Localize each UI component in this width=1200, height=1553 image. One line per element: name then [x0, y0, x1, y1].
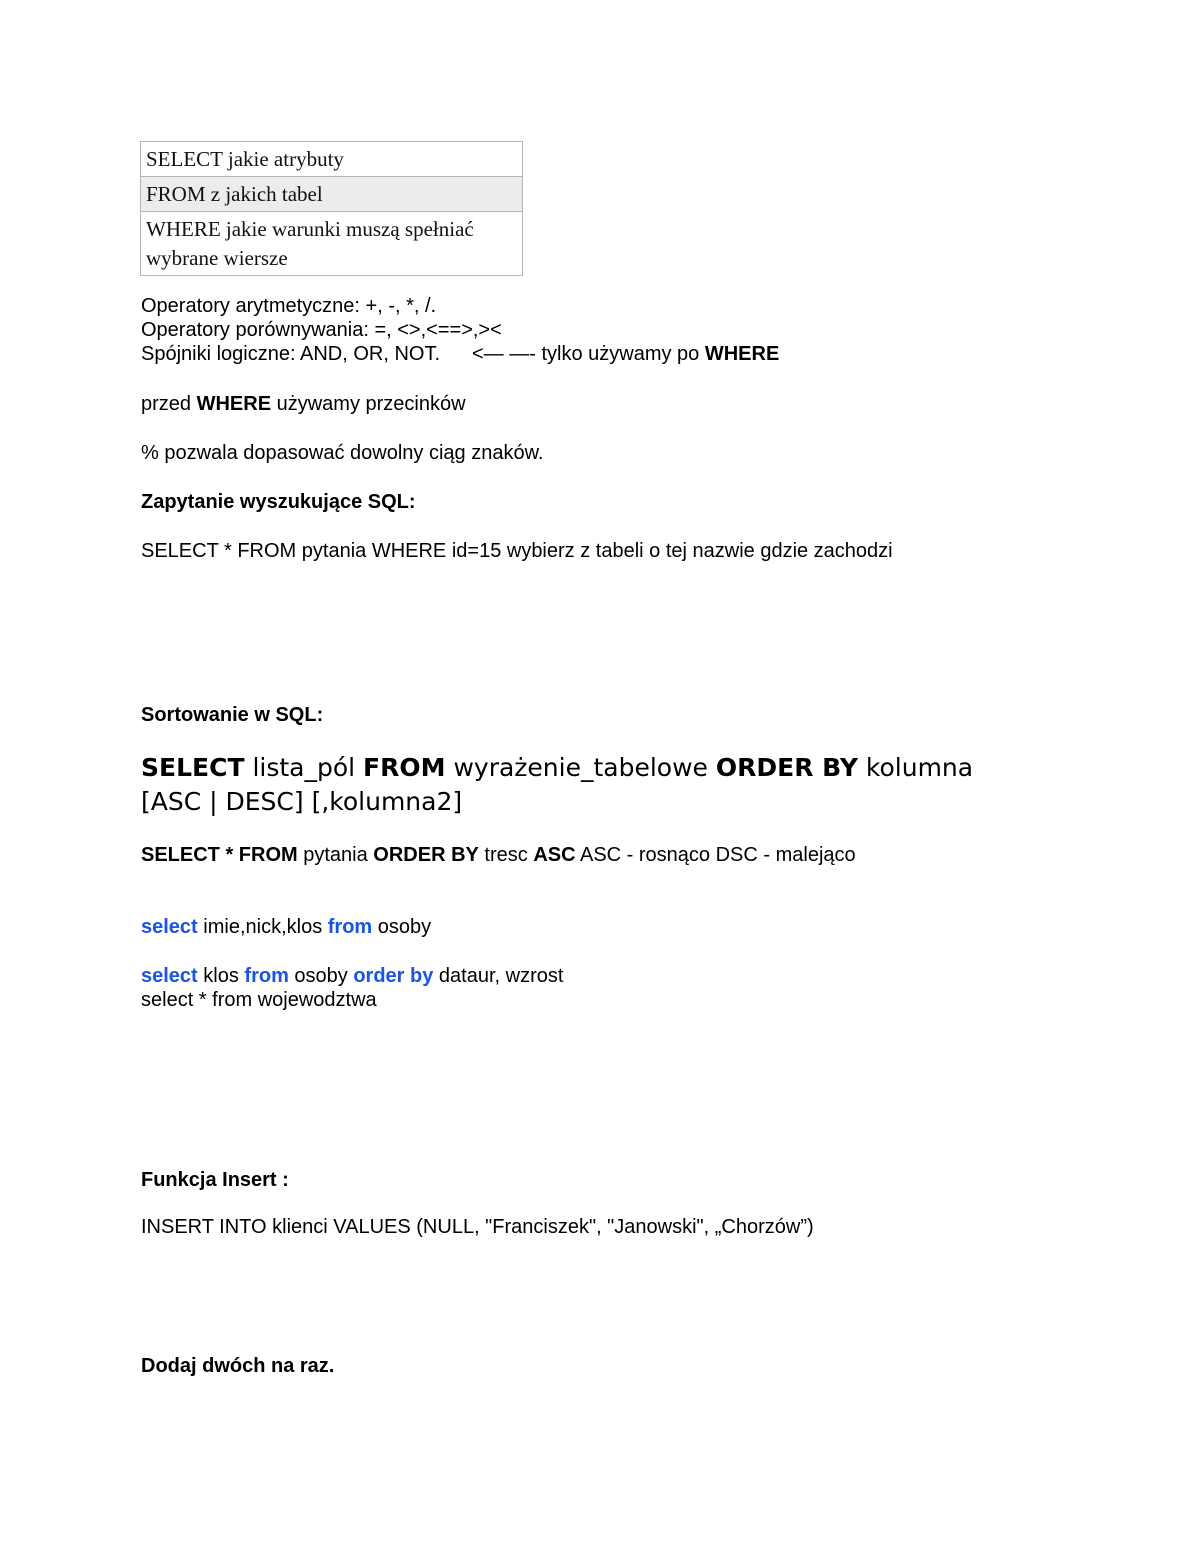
search-query-heading: Zapytanie wyszukujące SQL: — [141, 491, 416, 513]
query-order-columns: dataur, wzrost — [433, 965, 564, 987]
keyword-select: select — [141, 916, 198, 938]
sql-clauses-table — [140, 141, 523, 276]
table-cell: WHERE jakie warunki muszą spełniać wybrane wiersze — [141, 212, 523, 276]
insert-example: INSERT INTO klienci VALUES (NULL, "Franciszek", "Janowski", „Chorzów”) — [141, 1216, 814, 1238]
query-columns: klos — [197, 965, 245, 987]
example-asc: ASC — [533, 844, 576, 866]
table-row — [141, 142, 523, 177]
syntax-fields: lista_pól — [244, 753, 364, 782]
logical-note: <— —- tylko używamy po — [472, 343, 705, 365]
table-cell: SELECT jakie atrybuty — [141, 142, 523, 177]
keyword-order-by: order by — [353, 965, 434, 987]
logical-note-keyword: WHERE — [704, 343, 780, 365]
comma-note — [141, 392, 466, 416]
table-row — [141, 177, 523, 212]
keyword-from: from — [327, 916, 373, 938]
keyword-select: select — [141, 965, 198, 987]
query-example-1 — [141, 915, 431, 939]
query-example-2 — [141, 964, 563, 988]
syntax-from: FROM — [363, 753, 446, 782]
table-row — [141, 212, 523, 276]
logical-operators: Spójniki logiczne: AND, OR, NOT. — [141, 343, 440, 365]
table-cell: FROM z jakich tabel — [141, 177, 523, 212]
example-order-by: ORDER BY — [373, 844, 479, 866]
syntax-order-by: ORDER BY — [715, 753, 858, 782]
example-column: tresc — [478, 844, 534, 866]
arithmetic-operators: Operatory arytmetyczne: +, -, *, /. — [141, 295, 437, 317]
add-two-heading: Dodaj dwóch na raz. — [141, 1355, 335, 1377]
sorting-syntax — [141, 751, 1041, 819]
logical-operators-line — [141, 342, 779, 366]
example-note: ASC - rosnąco DSC - malejąco — [575, 844, 856, 866]
keyword-from: from — [244, 965, 289, 987]
percent-note: % pozwala dopasować dowolny ciąg znaków. — [141, 442, 544, 464]
query-table: osoby — [372, 916, 432, 938]
syntax-table-expr: wyrażenie_tabelowe — [445, 753, 716, 782]
query-table: osoby — [288, 965, 354, 987]
syntax-select: SELECT — [141, 753, 245, 782]
comparison-operators: Operatory porównywania: =, <>,<==>,>< — [141, 319, 502, 341]
search-query-example: SELECT * FROM pytania WHERE id=15 wybierz z tabeli o tej nazwie gdzie zachodzi — [141, 540, 893, 562]
insert-heading: Funkcja Insert : — [141, 1169, 289, 1191]
comma-note-after: używamy przecinków — [271, 393, 466, 415]
query-columns: imie,nick,klos — [197, 916, 328, 938]
sorting-heading: Sortowanie w SQL: — [141, 704, 324, 726]
comma-note-before: przed — [141, 393, 197, 415]
sorting-example — [141, 843, 856, 867]
syntax-rest: kolumna [ASC | DESC] [,kolumna2] — [141, 753, 974, 816]
example-table: pytania — [297, 844, 374, 866]
query-example-3: select * from wojewodztwa — [141, 989, 377, 1011]
comma-note-keyword: WHERE — [196, 393, 272, 415]
example-select-from: SELECT * FROM — [141, 844, 298, 866]
